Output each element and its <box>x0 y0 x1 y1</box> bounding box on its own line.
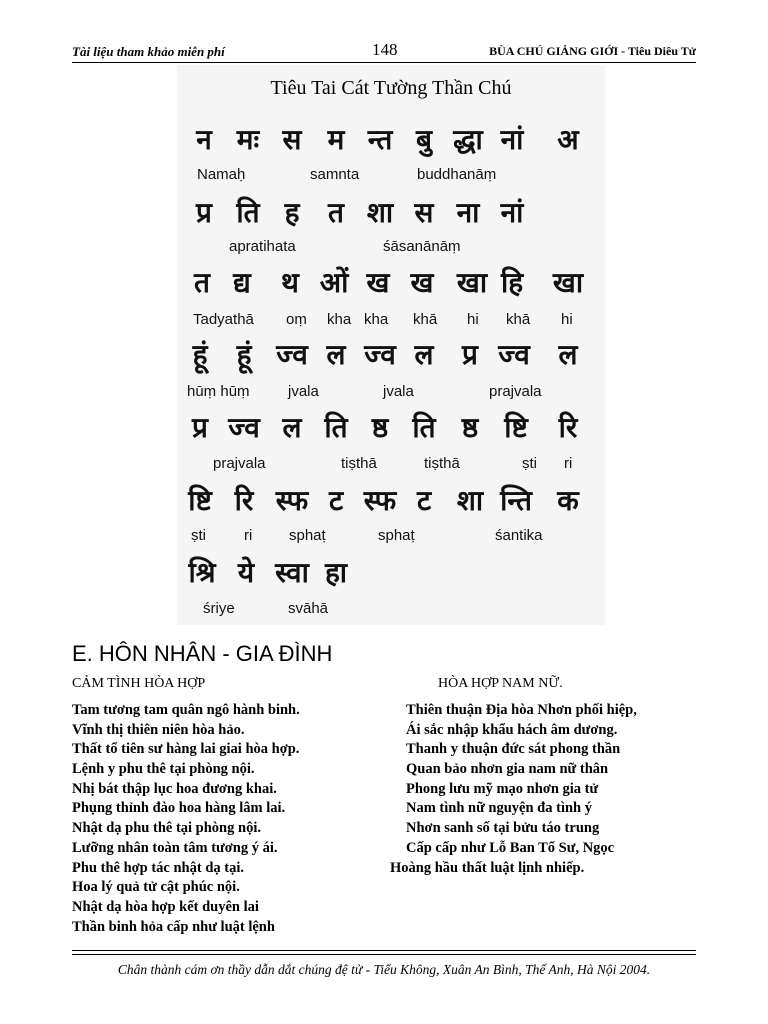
footer-acknowledgement: Chân thành cám ơn thầy dẫn dắt chúng đệ tử - Tiểu Không, Xuân An Bình, Thế Anh, Hà Nội 2004. <box>117 962 651 977</box>
romanization-word: hi <box>467 311 479 328</box>
verse-line: Nhật dạ hòa hợp kết duyên lai <box>72 898 259 915</box>
section-title: E. HÔN NHÂN - GIA ĐÌNH <box>72 641 333 666</box>
siddham-glyph: त <box>194 266 210 299</box>
verse-line: Vĩnh thị thiên niên hòa hảo. <box>72 721 245 738</box>
siddham-glyph: प्र <box>462 338 478 371</box>
chant-title: Tiêu Tai Cát Tường Thần Chú <box>270 77 512 99</box>
verse-line: Nhị bát thập lục hoa đương khai. <box>72 780 277 797</box>
romanization-word: prajvala <box>489 383 542 400</box>
verse-line: Thất tổ tiên sư hàng lai giai hòa hợp. <box>72 741 300 758</box>
romanization-word: samnta <box>310 166 360 183</box>
siddham-glyph: ति <box>236 196 260 229</box>
romanization-word: khā <box>506 311 531 328</box>
page-header <box>72 40 696 62</box>
siddham-glyph: न <box>196 123 212 156</box>
siddham-glyph: ष्ठ <box>461 411 479 444</box>
siddham-glyph: प्र <box>192 411 208 444</box>
siddham-glyph: द्य <box>233 266 251 299</box>
romanization-word: śriye <box>203 600 235 617</box>
siddham-glyph: क <box>557 484 579 517</box>
siddham-glyph: ट <box>416 484 432 517</box>
siddham-glyph: हा <box>324 556 348 589</box>
siddham-glyph: ये <box>237 556 255 589</box>
verse-line: Nam tình nữ nguyện đa tình ý <box>406 800 592 817</box>
romanization-word: ri <box>564 455 573 472</box>
siddham-glyph: ति <box>412 411 436 444</box>
verse-line: Hoa lý quả tử cật phúc nội. <box>72 879 240 896</box>
verse-line: Thần binh hỏa cấp như luật lệnh <box>72 918 275 935</box>
siddham-glyph: न्ति <box>500 484 532 517</box>
left-column-heading: CẢM TÌNH HÒA HỢP <box>72 676 206 691</box>
romanization-word: hi <box>561 311 573 328</box>
siddham-glyph: ज्व <box>364 338 396 371</box>
romanization-word: ṣti <box>522 455 537 472</box>
siddham-glyph: ष्टि <box>504 411 528 444</box>
siddham-glyph: ज्व <box>498 338 530 371</box>
romanization-word: jvala <box>288 383 319 400</box>
header-source: Tài liệu tham khảo miễn phí <box>72 44 225 59</box>
romanization-word: śantika <box>495 527 543 544</box>
romanization-word: Namaḥ <box>197 166 246 183</box>
romanization-word: hūṃ hūṃ <box>187 383 250 400</box>
siddham-glyph: ल <box>326 338 346 371</box>
page-number: 148 <box>372 40 398 59</box>
siddham-glyph <box>551 193 585 233</box>
verse-line: Hoàng hầu thất luật lịnh nhiếp. <box>390 859 585 876</box>
siddham-glyph: स्फ <box>275 484 309 517</box>
siddham-glyph: ह <box>284 196 300 229</box>
verse-line: Thanh y thuận đức sát phong thần <box>406 741 621 758</box>
siddham-glyph: शा <box>456 484 484 517</box>
verse-line: Quan bảo nhơn gia nam nữ thân <box>406 761 609 778</box>
siddham-glyph: मः <box>236 123 260 156</box>
siddham-glyph: बु <box>416 123 432 156</box>
siddham-glyph: ल <box>414 338 434 371</box>
siddham-glyph: नां <box>500 123 524 156</box>
siddham-glyph: ल <box>558 338 578 371</box>
verse-line: Phụng thỉnh đào hoa hàng lâm lai. <box>72 800 286 817</box>
left-verse-block <box>72 701 300 937</box>
siddham-glyph: स्फ <box>363 484 397 517</box>
siddham-glyph: नां <box>500 196 524 229</box>
verse-line: Phong lưu mỹ mạo nhơn gia tử <box>406 780 599 797</box>
romanization-word: śāsanānāṃ <box>383 238 461 255</box>
siddham-glyph: न्त <box>367 123 393 156</box>
siddham-glyph: त <box>328 196 344 229</box>
verse-line: Phu thê hợp tác nhật dạ tại. <box>72 859 244 876</box>
romanization-word: ṣti <box>191 527 206 544</box>
verse-line: Cấp cấp như Lỗ Ban Tổ Sư, Ngọc <box>406 839 615 856</box>
siddham-glyph: ज्व <box>228 411 260 444</box>
verse-line: Nhơn sanh số tại bửu táo trung <box>406 820 600 837</box>
siddham-glyph: हूं <box>192 338 208 371</box>
romanization-word: svāhā <box>288 600 329 617</box>
siddham-glyph: हूं <box>236 338 252 371</box>
romanization-word: ri <box>244 527 253 544</box>
siddham-glyph: रि <box>558 411 578 444</box>
siddham-glyph: द्धा <box>453 123 483 156</box>
siddham-glyph: प्र <box>196 196 212 229</box>
romanization-word: buddhanāṃ <box>417 166 497 183</box>
verse-line: Thiên thuận Địa hòa Nhơn phối hiệp, <box>406 702 637 718</box>
romanization-word: tiṣthā <box>341 455 377 472</box>
siddham-glyph: श्रि <box>188 556 216 589</box>
siddham-glyph: ष्टि <box>188 484 212 517</box>
verse-line: Nhật dạ phu thê tại phòng nội. <box>72 820 261 837</box>
footer-rule-bottom <box>72 954 696 955</box>
romanization-word: kha <box>364 311 389 328</box>
right-column-heading: HÒA HỢP NAM NỮ. <box>438 676 563 691</box>
siddham-glyph: खा <box>456 266 488 299</box>
siddham-glyph: रि <box>234 484 254 517</box>
romanization-word: sphaṭ <box>378 527 415 544</box>
header-book-title: BÙA CHÚ GIẢNG GIỚI - Tiêu Diêu Tử <box>489 44 696 58</box>
siddham-glyph: हि <box>500 266 524 299</box>
siddham-glyph: ख <box>410 266 434 299</box>
verse-line: Lệnh y phu thê tại phòng nội. <box>72 761 255 778</box>
siddham-glyph: ट <box>328 484 344 517</box>
romanization-word: khā <box>413 311 438 328</box>
romanization-word: jvala <box>383 383 414 400</box>
footer-rule-top <box>72 950 696 951</box>
siddham-glyph: ओं <box>319 266 349 299</box>
siddham-glyph: स <box>282 123 302 156</box>
romanization-word: kha <box>327 311 352 328</box>
siddham-glyph: ज्व <box>276 338 308 371</box>
verse-line: Tam tương tam quân ngô hành binh. <box>72 702 300 718</box>
siddham-glyph: म <box>327 123 345 156</box>
chant-panel <box>177 65 605 625</box>
romanization-word: Tadyathā <box>193 311 254 328</box>
verse-line: Ái sắc nhập khẩu hách âm dương. <box>406 721 618 738</box>
siddham-glyph: ना <box>456 196 480 229</box>
verse-line: Lưỡng nhân toàn tâm tương ý ái. <box>72 839 278 856</box>
siddham-glyph: अ <box>557 123 579 156</box>
romanization-word: apratihata <box>229 238 296 255</box>
siddham-glyph: स <box>414 196 434 229</box>
siddham-glyph: थ <box>281 266 299 299</box>
siddham-glyph: ति <box>324 411 348 444</box>
siddham-glyph: खा <box>552 266 584 299</box>
siddham-glyph: ष्ठ <box>371 411 389 444</box>
romanization-word: prajvala <box>213 455 266 472</box>
romanization-word: tiṣthā <box>424 455 460 472</box>
siddham-glyph: ख <box>366 266 390 299</box>
romanization-word: oṃ <box>286 311 307 328</box>
romanization-word: sphaṭ <box>289 527 326 544</box>
right-verse-block <box>390 701 637 878</box>
siddham-glyph: ल <box>282 411 302 444</box>
header-rule <box>72 62 696 63</box>
siddham-glyph: शा <box>366 196 394 229</box>
siddham-glyph: स्वा <box>275 556 309 589</box>
